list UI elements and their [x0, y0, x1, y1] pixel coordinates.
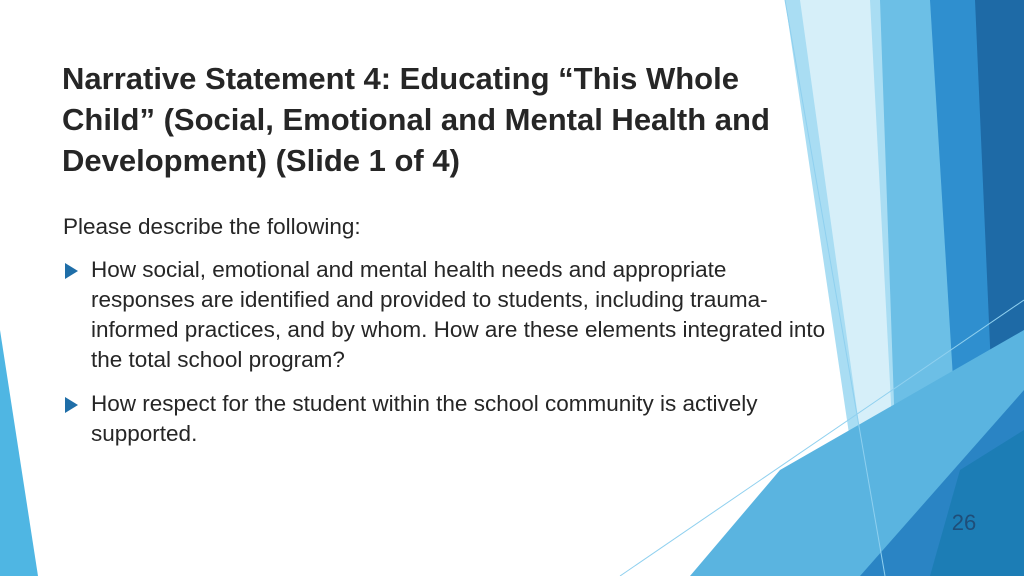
bullet-list	[63, 255, 833, 463]
bullet-item	[63, 389, 833, 449]
slide-number: 26	[951, 510, 977, 535]
bullet-item	[63, 255, 833, 375]
intro-text: Please describe the following:	[63, 214, 361, 239]
triangle-bullet-icon	[65, 397, 78, 413]
bullet-text: How social, emotional and mental health needs and appropriate responses are identified and provided to students, including trauma-informed practices, and by whom. How are these elements integrated into the total school program?	[91, 257, 826, 372]
slide-title: Narrative Statement 4: Educating “This Whole Child” (Social, Emotional and Mental Health and Development) (Slide 1 of 4)	[62, 61, 770, 178]
left-accent-shape	[0, 330, 38, 576]
triangle-bullet-icon	[65, 263, 78, 279]
bullet-text: How respect for the student within the school community is actively supported.	[91, 391, 758, 446]
